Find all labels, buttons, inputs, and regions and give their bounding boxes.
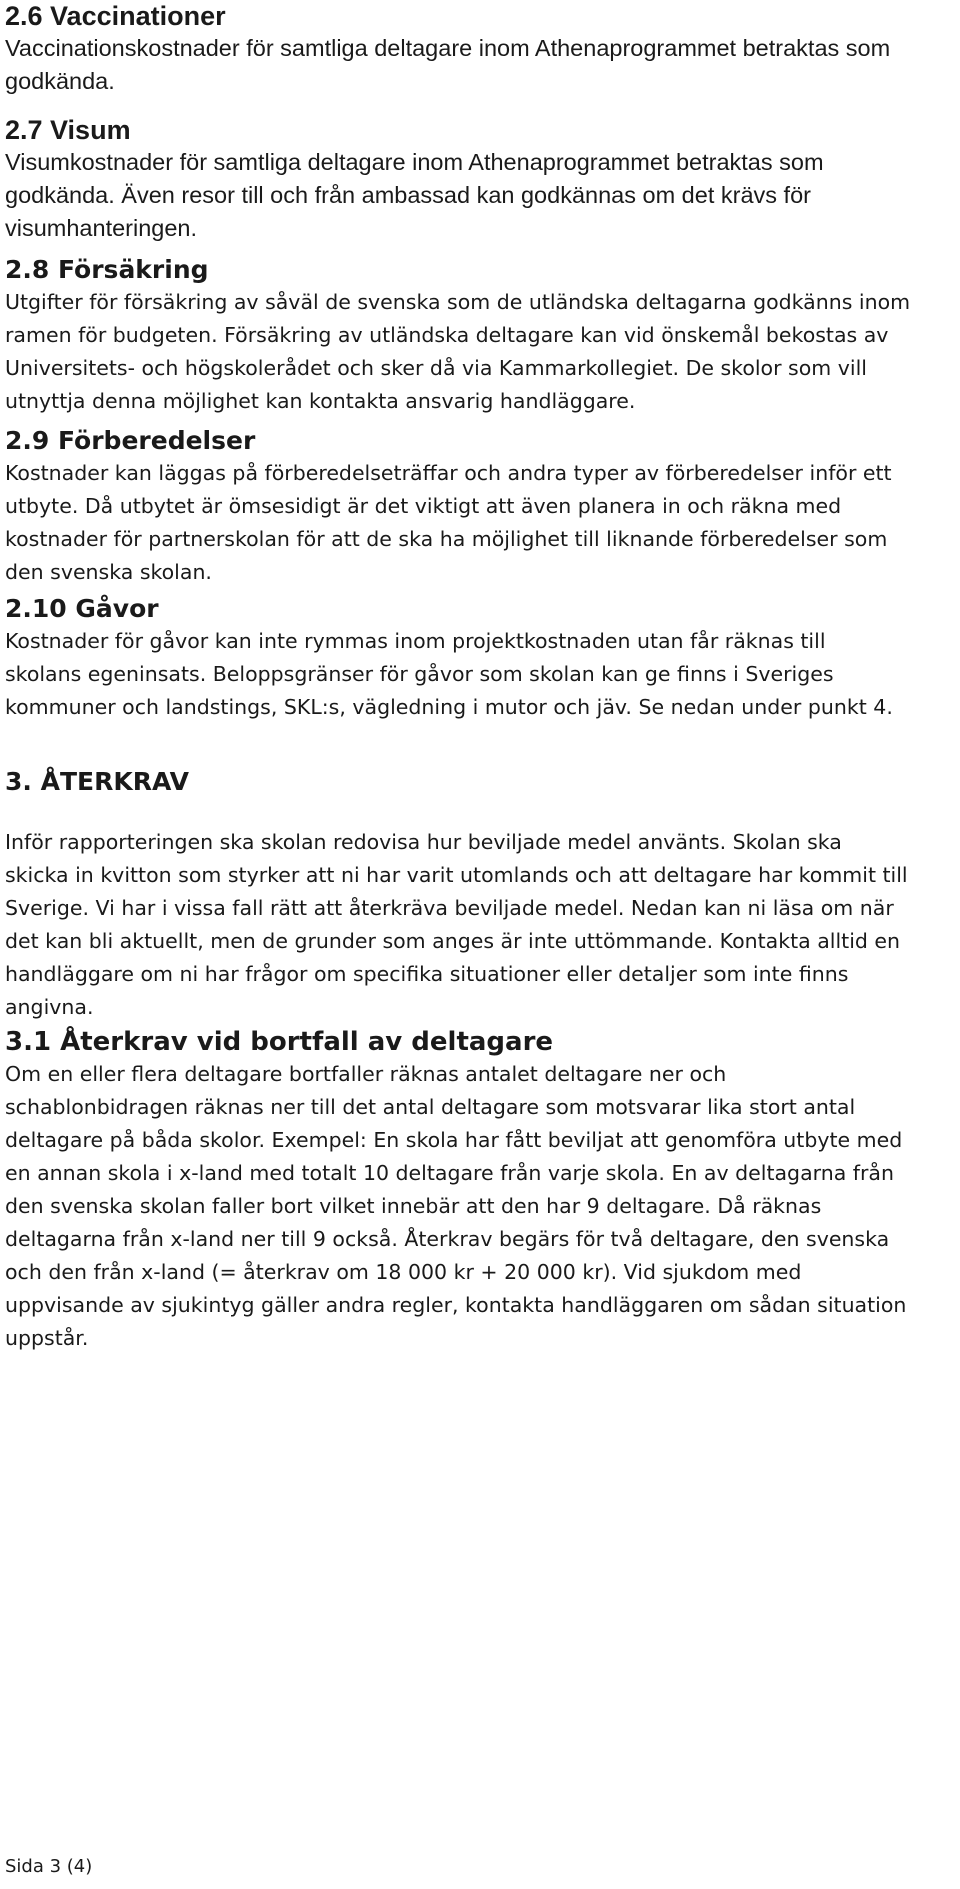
paragraph-line: kommuner och landstings, SKL:s, vägledning i mutor och jäv. Se nedan under punkt 4. — [5, 695, 893, 719]
paragraph-line: Sverige. Vi har i vissa fall rätt att återkräva beviljade medel. Nedan kan ni läsa om när — [5, 896, 894, 920]
paragraph-line: godkända. — [5, 68, 115, 94]
paragraph-line: en annan skola i x-land med totalt 10 deltagare från varje skola. En av deltagarna från — [5, 1161, 894, 1185]
section-aterkrav-bortfall — [5, 1026, 955, 1355]
paragraph-line: Inför rapporteringen ska skolan redovisa hur beviljade medel använts. Skolan ska — [5, 830, 842, 854]
paragraph-line: Universitets- och högskolerådet och sker då via Kammarkollegiet. De skolor som vill — [5, 356, 867, 380]
paragraph-line: Utgifter för försäkring av såväl de svenska som de utländska deltagarna godkänns inom — [5, 290, 911, 314]
paragraph-line: handläggare om ni har frågor om specifika situationer eller detaljer som inte finns — [5, 962, 849, 986]
section-heading: 2.7 Visum — [5, 115, 131, 145]
section-aterkrav-heading — [5, 766, 955, 798]
paragraph-line: uppstår. — [5, 1326, 89, 1350]
paragraph-line: kostnader för partnerskolan för att de ska ha möjlighet till liknande förberedelser som — [5, 527, 888, 551]
paragraph-line: skolans egeninsats. Beloppsgränser för gåvor som skolan kan ge finns i Sveriges — [5, 662, 834, 686]
paragraph-line: Kostnader för gåvor kan inte rymmas inom projektkostnaden utan får räknas till — [5, 629, 826, 653]
paragraph-line: deltagare på båda skolor. Exempel: En skola har fått beviljat att genomföra utbyte med — [5, 1128, 903, 1152]
paragraph-line: Om en eller flera deltagare bortfaller räknas antalet deltagare ner och — [5, 1062, 727, 1086]
section-visum — [5, 114, 955, 245]
section-heading: 2.8 Försäkring — [5, 255, 209, 284]
paragraph-line: godkända. Även resor till och från ambassad kan godkännas om det krävs för — [5, 182, 811, 208]
paragraph-line: visumhanteringen. — [5, 215, 198, 241]
paragraph-line: Kostnader kan läggas på förberedelseträffar och andra typer av förberedelser inför ett — [5, 461, 892, 485]
section-heading: 2.9 Förberedelser — [5, 426, 256, 455]
paragraph-line: utnyttja denna möjlighet kan kontakta ansvarig handläggare. — [5, 389, 636, 413]
paragraph-line: ramen för budgeten. Försäkring av utländska deltagare kan vid önskemål bekostas av — [5, 323, 889, 347]
paragraph-line: uppvisande av sjukintyg gäller andra regler, kontakta handläggaren om sådan situation — [5, 1293, 907, 1317]
paragraph-line: och den från x-land (= återkrav om 18 000 kr + 20 000 kr). Vid sjukdom med — [5, 1260, 802, 1284]
paragraph-line: det kan bli aktuellt, men de grunder som anges är inte uttömmande. Kontakta alltid en — [5, 929, 901, 953]
paragraph-line: deltagarna från x-land ner till 9 också. Återkrav begärs för två deltagare, den svenska — [5, 1227, 890, 1251]
paragraph-line: skicka in kvitton som styrker att ni har varit utomlands och att deltagare har kommit till — [5, 863, 908, 887]
section-heading: 3.1 Återkrav vid bortfall av deltagare — [5, 1027, 554, 1057]
section-gavor — [5, 593, 955, 724]
section-forberedelser — [5, 425, 955, 589]
paragraph-line: schablonbidragen räknas ner till det antal deltagare som motsvarar lika stort antal — [5, 1095, 856, 1119]
paragraph-line: Visumkostnader för samtliga deltagare inom Athenaprogrammet betraktas som — [5, 149, 824, 175]
paragraph-line: angivna. — [5, 995, 94, 1019]
chapter-heading: 3. ÅTERKRAV — [5, 767, 189, 796]
paragraph-line: utbyte. Då utbytet är ömsesidigt är det viktigt att även planera in och räkna med — [5, 494, 842, 518]
paragraph-line: Vaccinationskostnader för samtliga deltagare inom Athenaprogrammet betraktas som — [5, 35, 891, 61]
section-aterkrav-body — [5, 826, 955, 1024]
section-vaccinationer — [5, 0, 955, 98]
page-number: Sida 3 (4) — [5, 1856, 93, 1877]
paragraph-line: den svenska skolan faller bort vilket innebär att den har 9 deltagare. Då räknas — [5, 1194, 822, 1218]
section-heading: 2.10 Gåvor — [5, 594, 159, 623]
section-heading: 2.6 Vaccinationer — [5, 1, 226, 31]
paragraph-line: den svenska skolan. — [5, 560, 212, 584]
section-forsakring — [5, 254, 955, 418]
